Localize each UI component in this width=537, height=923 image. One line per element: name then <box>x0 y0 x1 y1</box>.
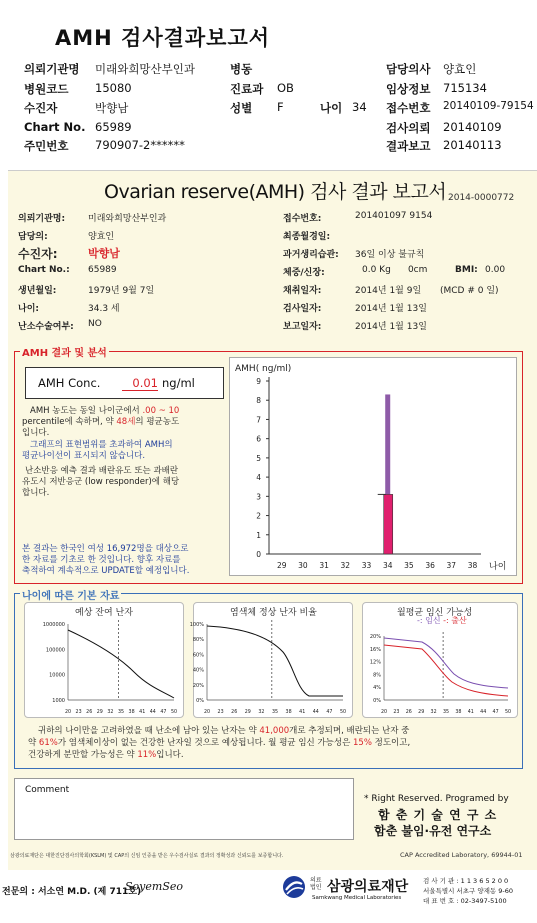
amh-conc-value: 0.01 <box>122 376 158 391</box>
mini-x-tick: 35 <box>271 710 279 715</box>
header-value: 20140113 <box>443 138 502 152</box>
mini-x-tick: 38 <box>285 710 292 715</box>
mini-y-tick: 80% <box>192 637 204 644</box>
header-label: 접수번호 <box>386 101 431 115</box>
mini-x-tick: 20 <box>203 710 211 715</box>
field-value: 2014년 1월 13일 <box>355 322 427 332</box>
mini-x-tick: 23 <box>217 710 224 715</box>
header-label: 진료과 <box>230 82 264 96</box>
field-label: 의뢰기관명: <box>18 214 66 224</box>
mini-chart-title: 염색체 정상 난자 비율 <box>230 608 317 618</box>
mini-x-tick: 29 <box>96 710 103 715</box>
mini-legend: -: 임신 -: 출산 <box>417 616 467 625</box>
bmi-value: 0.00 <box>485 265 506 275</box>
mini-x-tick: 47 <box>326 710 333 715</box>
field-label: 채취일자: <box>283 286 322 296</box>
y-tick-label: 1 <box>256 530 261 540</box>
y-tick-label: 2 <box>256 511 261 521</box>
x-tick-label: 36 <box>425 561 435 570</box>
field-value: 34.3 세 <box>88 304 120 314</box>
pregnancy-chart <box>362 602 518 718</box>
field-label: Chart No.: <box>18 265 70 275</box>
mini-x-tick: 44 <box>149 710 156 715</box>
header-value: 715134 <box>443 81 487 95</box>
phone: 대 표 번 호 : 02-3497-5100 <box>423 897 507 905</box>
mini-x-tick: 38 <box>455 710 462 715</box>
field-label: 생년월일: <box>18 286 57 296</box>
header-value: 박향남 <box>95 101 129 115</box>
comment-box[interactable] <box>14 778 354 840</box>
header-value: 65989 <box>95 120 132 134</box>
age-summary: 귀하의 나이만을 고려하였을 때 난소에 남아 있는 난자는 약 41,000개로 추정되며, 배란되는 난자 중 <box>38 726 410 736</box>
header-label: 성별 <box>230 101 253 115</box>
bmi-label: BMI: <box>455 265 478 275</box>
cap-label: CAP Accredited Laboratory, 69944-01 <box>400 851 523 859</box>
field-value: 201401097 9154 <box>355 211 433 221</box>
analysis-line: 그래프의 표현범위를 초과하여 AMH의 <box>30 440 173 450</box>
x-tick-label: 32 <box>340 561 351 570</box>
field-value: 2014년 1월 13일 <box>355 304 427 314</box>
field-label: 나이: <box>18 304 39 314</box>
mini-x-tick: 32 <box>430 710 437 715</box>
cert-note: 삼광의료재단은 대한진단검사의학회(KSLM) 및 CAP의 신임 인증을 받은 우수검사실로 결과의 정확성과 신뢰도를 보증합니다. <box>10 853 284 859</box>
org-en: Samkwang Medical Laboratories <box>312 895 402 901</box>
mini-x-tick: 26 <box>86 710 93 715</box>
reg-no: 검 사 기 관 : 1 1 3 6 5 2 0 0 <box>423 877 509 885</box>
header-value: 15080 <box>95 81 132 95</box>
mini-x-tick: 20 <box>64 710 72 715</box>
x-tick-label: 37 <box>446 561 457 570</box>
pregnancy-curve <box>384 638 508 688</box>
amh-conc-unit: ng/ml <box>162 376 195 390</box>
y-tick-label: 4 <box>256 473 261 483</box>
header-value: 34 <box>352 100 367 114</box>
report-code: 2014-0000772 <box>448 193 515 203</box>
y-tick-label: 6 <box>256 434 261 444</box>
header-label: 검사의뢰 <box>386 121 431 135</box>
samkwang-logo-icon <box>282 875 306 899</box>
header-value: 20140109 <box>443 120 502 134</box>
mini-y-tick: 20% <box>369 634 381 640</box>
header-label: Chart No. <box>24 120 86 134</box>
normal-egg-chart <box>189 602 353 718</box>
mini-x-tick: 47 <box>160 710 167 715</box>
mini-y-tick: 100% <box>189 622 204 628</box>
eggs-curve <box>68 630 174 698</box>
field-value: 0.0 Kg 0cm <box>362 265 428 275</box>
x-tick-label: 38 <box>467 561 478 570</box>
y-tick-label: 3 <box>256 492 261 502</box>
org-name: 삼광의료재단 <box>327 879 409 895</box>
header-label: 담당의사 <box>386 62 431 76</box>
amh-section-label: AMH 결과 및 분석 <box>20 344 109 359</box>
mini-x-tick: 44 <box>480 710 487 715</box>
analysis-line: 합니다. <box>22 488 50 498</box>
mini-y-tick: 12% <box>369 659 381 666</box>
x-tick-label: 35 <box>404 561 414 570</box>
analysis-line: 평균나이선이 표시되지 않습니다. <box>22 451 146 461</box>
mini-y-tick: 1000 <box>52 698 65 704</box>
rights-line: * Right Reserved. Programed by <box>364 794 509 804</box>
mini-chart-title: 월평균 임신 가능성 <box>397 608 473 618</box>
mini-x-tick: 50 <box>170 710 178 715</box>
analysis-line: 입니다. <box>22 428 50 438</box>
header-value: 양효인 <box>443 62 477 76</box>
y-tick-label: 5 <box>256 453 261 463</box>
amh-conc-label: AMH Conc. <box>38 376 101 390</box>
mini-y-tick: 8% <box>373 672 381 679</box>
field-label: 체중/신장: <box>283 268 325 278</box>
mini-x-tick: 35 <box>117 710 125 715</box>
mini-x-tick: 50 <box>339 710 347 715</box>
field-value: 미래와희망산부인과 <box>88 214 167 224</box>
doctor-line: 전문의 : 서소연 M.D. (제 711호) <box>2 887 142 897</box>
field-value: 1979년 9월 7일 <box>88 286 155 296</box>
header-label: 병원코드 <box>24 82 69 96</box>
field-label: 난소수술여부: <box>18 322 74 332</box>
mini-x-tick: 38 <box>128 710 135 715</box>
mini-x-tick: 20 <box>380 710 388 715</box>
mini-x-tick: 23 <box>75 710 82 715</box>
header-row-1: 의뢰기관명 <box>24 62 80 76</box>
field-value: 36일 이상 불규칙 <box>355 250 425 260</box>
mini-x-tick: 23 <box>393 710 400 715</box>
mini-x-tick: 41 <box>467 710 474 715</box>
mini-y-tick: 100000 <box>45 647 65 654</box>
header-value: 20140109-79154 <box>443 100 534 112</box>
header-value: 790907-2****** <box>95 138 185 152</box>
note-line: 축적하여 계속적으로 UPDATE할 예정입니다. <box>22 566 190 576</box>
analysis-line: AMH 농도는 동일 나이군에서 .00 ~ 10 <box>30 406 180 416</box>
eggs-chart <box>24 602 184 718</box>
mini-y-tick: 0% <box>196 698 204 704</box>
mini-x-tick: 41 <box>139 710 146 715</box>
comment-label: Comment <box>25 785 70 795</box>
mini-x-tick: 50 <box>504 710 512 715</box>
field-value: 2014년 1월 9일 <box>355 286 422 296</box>
mini-x-tick: 29 <box>244 710 251 715</box>
mcd-value: (MCD # 0 일) <box>440 286 499 296</box>
field-label: 담당의: <box>18 232 48 242</box>
age-section-label: 나이에 따른 기본 자료 <box>20 587 121 602</box>
report-title: Ovarian reserve(AMH) 검사 결과 보고서 <box>104 181 447 203</box>
y-tick-label: 9 <box>256 377 261 386</box>
field-label: 접수번호: <box>283 214 322 224</box>
x-axis-label: 나이 <box>489 562 507 572</box>
header-label: 주민번호 <box>24 139 69 153</box>
field-value: 양효인 <box>88 232 115 242</box>
analysis-line: 유도시 저반응군 (low responder)에 해당 <box>22 477 180 487</box>
header-label: 병동 <box>230 62 253 76</box>
mini-chart-title: 예상 잔여 난자 <box>75 608 133 618</box>
field-label: 과거생리습관: <box>283 250 339 260</box>
x-tick-label: 30 <box>298 561 308 570</box>
mini-y-tick: 1000000 <box>42 622 65 628</box>
amh-conc-box <box>25 367 224 399</box>
x-tick-label: 29 <box>276 561 287 570</box>
mini-y-tick: 0% <box>373 698 381 704</box>
mini-x-tick: 26 <box>405 710 412 715</box>
mini-y-tick: 40% <box>192 667 204 674</box>
patient-name: 박향남 <box>88 247 120 260</box>
mini-x-tick: 26 <box>231 710 238 715</box>
mini-x-tick: 32 <box>258 710 265 715</box>
field-label: 최종월경일: <box>283 232 331 242</box>
y-tick-label: 7 <box>256 415 261 425</box>
analysis-line: 난소반응 예측 결과 배란유도 또는 과배란 <box>25 466 179 476</box>
note-line: 한 자료를 기초로 한 것입니다. 향후 자료를 <box>22 555 181 565</box>
field-value: NO <box>88 319 102 329</box>
analysis-line: percentile에 속하며, 약 48세의 평균농도 <box>22 417 180 427</box>
mini-y-tick: 20% <box>192 682 204 689</box>
amh-chart <box>229 357 517 576</box>
value-bar <box>384 494 393 554</box>
range-bar <box>385 394 390 494</box>
mini-x-tick: 32 <box>107 710 114 715</box>
rights-lab: 함춘 불임·유전 연구소 <box>374 824 492 838</box>
birth-curve <box>384 645 508 696</box>
field-label: 보고일자: <box>283 322 322 332</box>
age-summary: 건강하게 분만할 가능성은 약 11%입니다. <box>28 750 184 760</box>
mini-y-tick: 10000 <box>49 672 65 679</box>
mini-x-tick: 47 <box>492 710 499 715</box>
age-summary: 약 61%가 염색체이상이 없는 건강한 난자일 것으로 예상됩니다. 월 평균 임신 가능성은 15% 정도이고, <box>28 738 411 748</box>
x-tick-label: 31 <box>319 561 329 570</box>
mini-x-tick: 35 <box>442 710 450 715</box>
field-label: 수진자: <box>18 247 58 261</box>
mini-y-tick: 4% <box>373 685 381 692</box>
rights-lab: 함 춘 기 술 연 구 소 <box>378 808 498 822</box>
mini-y-tick: 16% <box>369 646 381 653</box>
org-prefix: 의료법인 <box>310 877 322 891</box>
signature: SoyemSeo <box>125 880 183 893</box>
field-label: 검사일자: <box>283 304 322 314</box>
x-tick-label: 34 <box>382 561 393 570</box>
y-tick-label: 8 <box>256 396 261 406</box>
page-title: AMH 검사결과보고서 <box>55 26 271 50</box>
header-value: OB <box>277 81 294 95</box>
mini-y-tick: 60% <box>192 652 204 659</box>
field-value: 65989 <box>88 265 117 275</box>
header-label: 나이 <box>320 101 343 115</box>
header-value: 미래와희망산부인과 <box>95 62 195 76</box>
note-line: 본 결과는 한국인 여성 16,972명을 대상으로 <box>22 544 189 554</box>
x-tick-label: 33 <box>361 561 372 570</box>
y-tick-label: 0 <box>256 550 261 559</box>
normal-egg-curve <box>207 626 343 696</box>
header-label: 임상정보 <box>386 82 431 96</box>
header-label: 결과보고 <box>386 139 431 153</box>
header-label: 수진자 <box>24 101 58 115</box>
address: 서울특별시 서초구 양재동 9-60 <box>423 887 514 895</box>
y-axis-label: AMH( ng/ml) <box>235 364 292 374</box>
mini-x-tick: 44 <box>312 710 319 715</box>
mini-x-tick: 41 <box>299 710 306 715</box>
mini-x-tick: 29 <box>418 710 425 715</box>
header-value: F <box>277 100 284 114</box>
